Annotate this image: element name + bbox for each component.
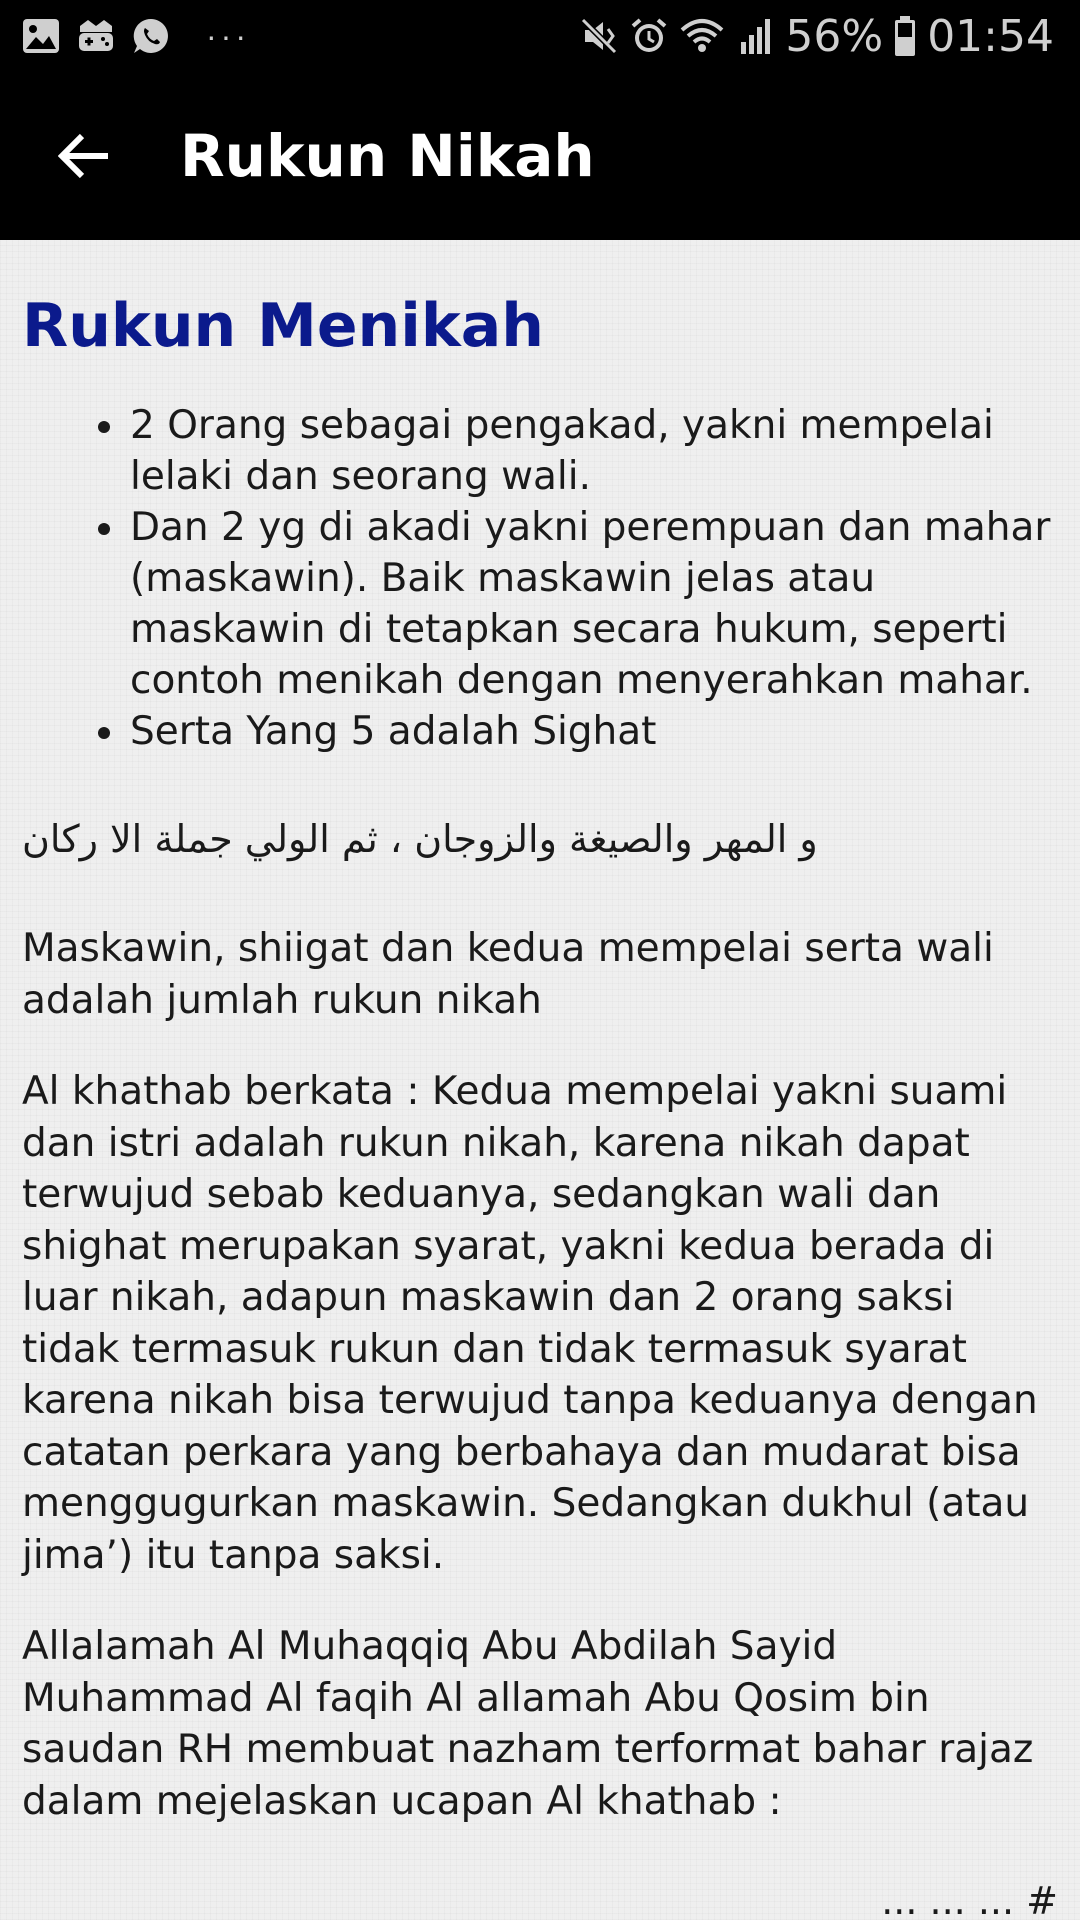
list-item: Serta Yang 5 adalah Sighat (130, 706, 1058, 757)
battery-percent: 56% (785, 10, 884, 62)
list-item: Dan 2 yg di akadi yakni perempuan dan mahar (maskawin). Baik maskawin jelas atau maskawin di tetapkan secara hukum, seperti contoh menikah dengan menyerahkan mahar. (130, 502, 1058, 706)
alarm-icon (629, 16, 669, 56)
app-bar (0, 72, 1080, 240)
arabic-verse-partial: # ... ... ... (881, 1879, 1058, 1920)
back-button[interactable] (36, 112, 132, 200)
arabic-verse: و المهر والصيغة والزوجان ، ثم الولي جملة الا ركان (22, 817, 818, 861)
clock: 01:54 (927, 10, 1054, 62)
list-item: 2 Orang sebagai pengakad, yakni mempelai lelaki dan seorang wali. (130, 400, 1058, 502)
status-bar-notifications (22, 14, 250, 58)
more-notifications-icon: ··· (206, 17, 250, 54)
game-launcher-icon (76, 18, 116, 54)
article-scroll-view[interactable] (0, 240, 1080, 1920)
gallery-icon (22, 18, 60, 54)
battery-icon (893, 15, 917, 57)
wifi-icon (679, 16, 725, 56)
status-bar-system (579, 8, 1054, 64)
status-bar (0, 0, 1080, 72)
signal-icon (735, 16, 775, 56)
page-title: Rukun Nikah (180, 122, 595, 190)
bullet-list (22, 400, 1058, 757)
article-heading: Rukun Menikah (22, 291, 544, 361)
whatsapp-icon (132, 17, 170, 55)
paragraph: Allalamah Al Muhaqqiq Abu Abdilah Sayid Muhammad Al faqih Al allamah Abu Qosim bin saudan RH membuat nazham terformat bahar rajaz dalam mejelaskan ucapan Al khathab : (22, 1624, 1034, 1824)
paragraph: Al khathab berkata : Kedua mempelai yakni suami dan istri adalah rukun nikah, karena nikah dapat terwujud sebab keduanya, sedangkan wali dan shighat merupakan syarat, yakni kedua berada di luar nikah, adapun maskawin dan 2 orang saksi tidak termasuk rukun dan tidak termasuk syarat karena nikah bisa terwujud tanpa keduanya dengan catatan perkara yang berbahaya dan mudarat bisa menggugurkan maskawin. Sedangkan dukhul (atau jima’) itu tanpa saksi. (22, 1069, 1038, 1578)
mute-icon (579, 16, 619, 56)
paragraph: Maskawin, shiigat dan kedua mempelai serta wali adalah jumlah rukun nikah (22, 926, 994, 1023)
arrow-back-icon (58, 133, 110, 179)
